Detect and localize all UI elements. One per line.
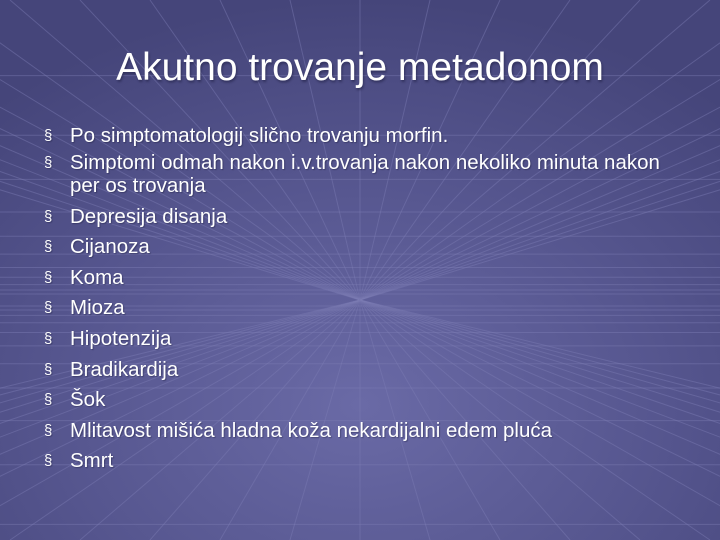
section-sign-icon: § [44, 268, 53, 286]
section-sign-icon: § [44, 238, 53, 256]
bullet-item [44, 235, 664, 258]
bullet-text: Cijanoza [70, 235, 150, 259]
bullet-text: Po simptomatologij slično trovanju morfin. [70, 124, 449, 147]
section-sign-icon: § [44, 391, 53, 409]
section-sign-icon: § [44, 329, 53, 347]
bullet-text: Simptomi odmah nakon i.v.trovanja nakon nekoliko minuta nakon per os trovanja [70, 151, 660, 197]
bullet-item [44, 124, 664, 147]
bullet-item [44, 419, 664, 442]
bullet-item [44, 388, 664, 411]
bullet-item [44, 296, 664, 319]
bullet-text: Smrt [70, 449, 114, 473]
bullet-text: Hipotenzija [70, 326, 172, 350]
bullet-item [44, 151, 664, 197]
bullet-item [44, 205, 664, 228]
section-sign-icon: § [44, 421, 53, 439]
bullet-item [44, 358, 664, 381]
bullet-text: Šok [70, 388, 106, 412]
section-sign-icon: § [44, 127, 53, 144]
section-sign-icon: § [44, 452, 53, 470]
bullet-text: Koma [70, 265, 124, 289]
bullet-item [44, 266, 664, 289]
section-sign-icon: § [44, 207, 53, 225]
bullet-item [44, 449, 664, 472]
bullet-text: Depresija disanja [70, 204, 228, 228]
bullet-text: Bradikardija [70, 357, 179, 381]
slide-title: Akutno trovanje metadonom [116, 46, 604, 89]
bullet-item [44, 327, 664, 350]
bullet-list [44, 124, 664, 480]
section-sign-icon: § [44, 360, 53, 378]
bullet-text: Mlitavost mišića hladna koža nekardijalni edem pluća [70, 418, 552, 442]
bullet-text: Mioza [70, 296, 125, 320]
section-sign-icon: § [44, 154, 53, 171]
section-sign-icon: § [44, 299, 53, 317]
